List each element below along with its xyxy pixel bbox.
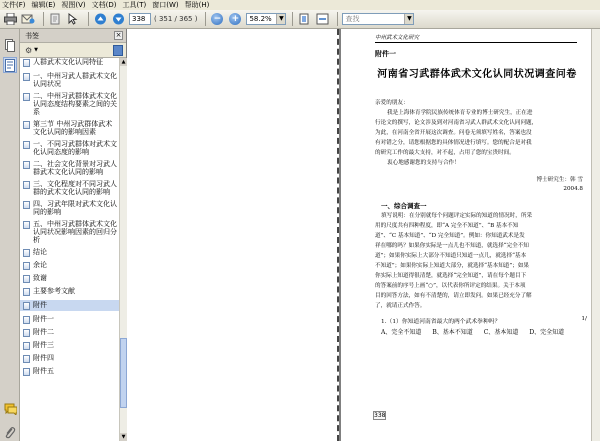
bookmarks-panel-header [20, 29, 126, 43]
bookmarks-toolbar [20, 43, 126, 58]
menu-tools[interactable]: 工具(T) [122, 1, 147, 9]
pages-icon [5, 39, 15, 52]
bookmark-item[interactable]: 致谢 [20, 274, 119, 283]
bookmark-page-icon [23, 288, 30, 296]
intro-line: 行论文的撰写，论文涉及到对河南省习武人群武术文化认同问题， [375, 120, 538, 126]
page-number-marker: 338 [374, 412, 386, 419]
menu-view[interactable]: 视图(V) [61, 1, 86, 9]
intro-line: 的研究工作的最大支持，对不起，占用了您的宝贵时间。 [375, 150, 515, 156]
zoom-in-button[interactable] [228, 12, 242, 26]
bookmark-item[interactable]: 结论 [20, 248, 119, 257]
arrow-up-icon [94, 13, 107, 25]
option-b: B、基本不知道 [432, 329, 473, 336]
bookmark-page-icon [23, 262, 30, 270]
bookmark-page-icon [23, 73, 30, 81]
zoom-value: 58.2% [249, 15, 272, 23]
instruction-line: 不知道”；如果你实际上知道大部分，就选择“基本知道”；如果 [375, 263, 530, 269]
scrollbar-thumb[interactable] [120, 338, 127, 408]
menu-document[interactable]: 文档(D) [91, 1, 117, 9]
close-icon[interactable]: × [115, 31, 122, 39]
bookmark-page-icon [23, 302, 30, 310]
bookmark-item[interactable]: 五、中州习武群体武术文化认同状况影响因素的回归分析 [20, 220, 119, 244]
previous-page-sheet [127, 29, 339, 441]
bookmark-page-icon [23, 221, 30, 229]
options-gear-icon[interactable]: ⚙ [25, 45, 33, 55]
bookmarks-panel-button[interactable] [3, 57, 17, 73]
comments-button[interactable] [3, 401, 17, 417]
previous-page-button[interactable] [93, 12, 107, 26]
bookmark-item-selected[interactable]: 附件 [20, 300, 119, 311]
option-c: C、基本知道 [483, 329, 519, 336]
appendix-label: 附件一 [375, 49, 396, 58]
greeting: 亲爱的朋友： [375, 100, 409, 106]
speech-bubble-icon [4, 403, 17, 415]
bookmark-item[interactable]: 三、文化程度对不同习武人群的武术文化认同的影响 [20, 180, 119, 196]
bookmarks-panel-title: 书签 [25, 31, 39, 40]
email-button[interactable] [21, 12, 35, 26]
bookmark-page-icon [23, 93, 30, 101]
intro-line: 我是上海体育学院民族传统体育专业的博士研究生，正在进 [387, 110, 533, 116]
bookmark-page-icon [23, 275, 30, 283]
bookmark-page-icon [23, 141, 30, 149]
search-placeholder: 查找 [345, 15, 360, 23]
bookmark-page-icon [23, 329, 30, 337]
question-page-marker: 1/ [581, 316, 587, 322]
bookmark-item[interactable]: 附件二 [20, 328, 119, 337]
menu-help[interactable]: 帮助(H) [184, 1, 210, 9]
running-header: 中州武术文化研究 [375, 33, 577, 43]
question-options [381, 327, 564, 336]
intro-line: 为此，在河南全省开展这次调查。问卷无须填写姓名，答案也没 [375, 130, 532, 136]
bookmark-item[interactable]: 人群武术文化认同特征 [20, 58, 119, 67]
hand-tool-button[interactable] [48, 12, 62, 26]
bookmark-item[interactable]: 四、习武年限对武术文化认同的影响 [20, 200, 119, 216]
menu-bar [0, 0, 600, 10]
menu-file[interactable]: 文件(F) [2, 1, 26, 9]
bookmark-page-icon [23, 121, 30, 129]
question [381, 316, 591, 325]
instruction-line: 了，就请正式作答。 [375, 303, 426, 309]
bookmarks-scrollbar[interactable] [119, 58, 127, 441]
fit-width-button[interactable] [315, 12, 329, 26]
instruction-line: 填写说明：在分别就每个问题评定实际的知道的情况时，所采 [381, 213, 533, 219]
paperclip-icon [4, 426, 16, 439]
bookmark-item[interactable]: 二、社会文化背景对习武人群武术文化认同的影响 [20, 160, 119, 176]
fit-page-button[interactable] [297, 12, 311, 26]
hand-icon [49, 13, 61, 25]
select-tool-button[interactable] [66, 12, 80, 26]
bookmarks-panel [20, 29, 127, 441]
bookmark-page-icon [23, 342, 30, 350]
select-cursor-icon [66, 13, 80, 25]
instruction-line: 的答案前的序号上画“○”，以代表你所评定的结果。关于本项 [375, 283, 526, 289]
bookmark-item[interactable]: 附件一 [20, 315, 119, 324]
toolbar-separator [43, 12, 44, 26]
question-text: 1.（1）你知道河南省最大的两个武术拳种吗？ [381, 319, 501, 325]
zoom-select[interactable] [246, 13, 286, 25]
bookmark-list [20, 58, 119, 441]
instruction-line: 道”、“C 基本知道”、“D 完全知道”。例如：你知道武术是发 [375, 233, 525, 239]
attachments-button[interactable] [3, 424, 17, 440]
search-box[interactable] [342, 13, 414, 25]
instruction-line: 目的回答方法，如有不清楚的，请立即发问。如果已经充分了解 [375, 293, 532, 299]
toolbar-separator [292, 12, 293, 26]
next-page-button[interactable] [111, 12, 125, 26]
section-heading: 一、综合调查一 [381, 202, 427, 210]
fit-page-icon [298, 13, 310, 25]
page-count-label: ( 351 / 365 ) [154, 15, 198, 23]
pages-panel-button[interactable] [3, 37, 17, 53]
bookmark-item[interactable]: 主要参考文献 [20, 287, 119, 296]
minus-icon: − [211, 13, 223, 25]
fit-width-icon [316, 13, 329, 25]
chevron-down-icon: ▼ [276, 14, 285, 24]
printer-icon [4, 13, 17, 25]
bookmark-item[interactable]: 附件五 [20, 367, 119, 376]
page-title: 河南省习武群体武术文化认同状况调查问卷 [377, 69, 577, 80]
bookmark-item[interactable]: 附件四 [20, 354, 119, 363]
chevron-down-icon: ▼ [404, 14, 413, 24]
instruction-line: 道”；如果你实际上大部分不知道只知道一点儿，就选择“基本 [375, 253, 527, 259]
bookmark-item[interactable]: 一、不同习武群体对武术文化认同态度的影响 [20, 140, 119, 156]
envelope-icon [21, 13, 35, 25]
bookmark-page-icon [23, 59, 30, 67]
document-scrollbar[interactable] [591, 29, 600, 441]
navigation-strip [0, 29, 20, 441]
option-d: D、完全知道 [529, 329, 565, 336]
toolbar-separator [337, 12, 338, 26]
option-a: A、完全不知道 [381, 329, 422, 336]
bookmark-page-icon [23, 201, 30, 209]
new-bookmark-icon[interactable] [113, 45, 123, 56]
toolbar [0, 10, 600, 29]
scroll-down-icon[interactable]: ▼ [121, 434, 126, 440]
bookmark-item[interactable]: 余论 [20, 261, 119, 270]
arrow-down-icon [112, 13, 125, 25]
intro-line: 有对错之分，请您根据您的具体情况进行填写。您的配合是对我 [375, 140, 532, 146]
instruction-line: 祥在哪的吗？如果你实际是一点儿也不知道，就选择“完全不知 [375, 243, 529, 249]
bookmark-page-icon [23, 316, 30, 324]
chevron-down-icon[interactable]: ▼ [34, 47, 39, 53]
bookmark-icon [5, 59, 15, 72]
signature-date: 2004.8 [563, 186, 583, 192]
toolbar-separator [205, 12, 206, 26]
plus-icon: + [229, 13, 241, 25]
bookmark-item[interactable]: 二、中州习武群体武术文化认同态度结构要素之间的关系 [20, 92, 119, 116]
zoom-out-button[interactable] [210, 12, 224, 26]
bookmark-page-icon [23, 368, 30, 376]
document-page [341, 29, 591, 441]
document-viewport[interactable] [127, 29, 600, 441]
print-button[interactable] [3, 12, 17, 26]
scroll-up-icon[interactable]: ▲ [121, 59, 126, 65]
instruction-line: 你实际上知道得很清楚，就选择“完全知道”，请在每个题目下 [375, 273, 527, 279]
bookmark-page-icon [23, 161, 30, 169]
bookmark-item[interactable]: 一、中州习武人群武术文化认同状况 [20, 72, 119, 88]
menu-edit[interactable]: 编辑(E) [31, 1, 56, 9]
bookmark-item[interactable]: 第三节 中州习武群体武术文化认同的影响因素 [20, 120, 119, 136]
bookmark-item[interactable]: 附件三 [20, 341, 119, 350]
page-number-input[interactable] [129, 13, 151, 25]
bookmark-page-icon [23, 355, 30, 363]
signature: 博士研究生：韩 雪 [536, 177, 583, 183]
toolbar-separator [88, 12, 89, 26]
menu-window[interactable]: 窗口(W) [152, 1, 179, 9]
bookmark-page-icon [23, 249, 30, 257]
intro-line: 衷心地感谢您的支持与合作！ [387, 160, 460, 166]
bookmark-page-icon [23, 181, 30, 189]
instruction-line: 用的尺度共有四种程度，即“A 完全不知道”、“B 基本不知 [375, 223, 519, 229]
